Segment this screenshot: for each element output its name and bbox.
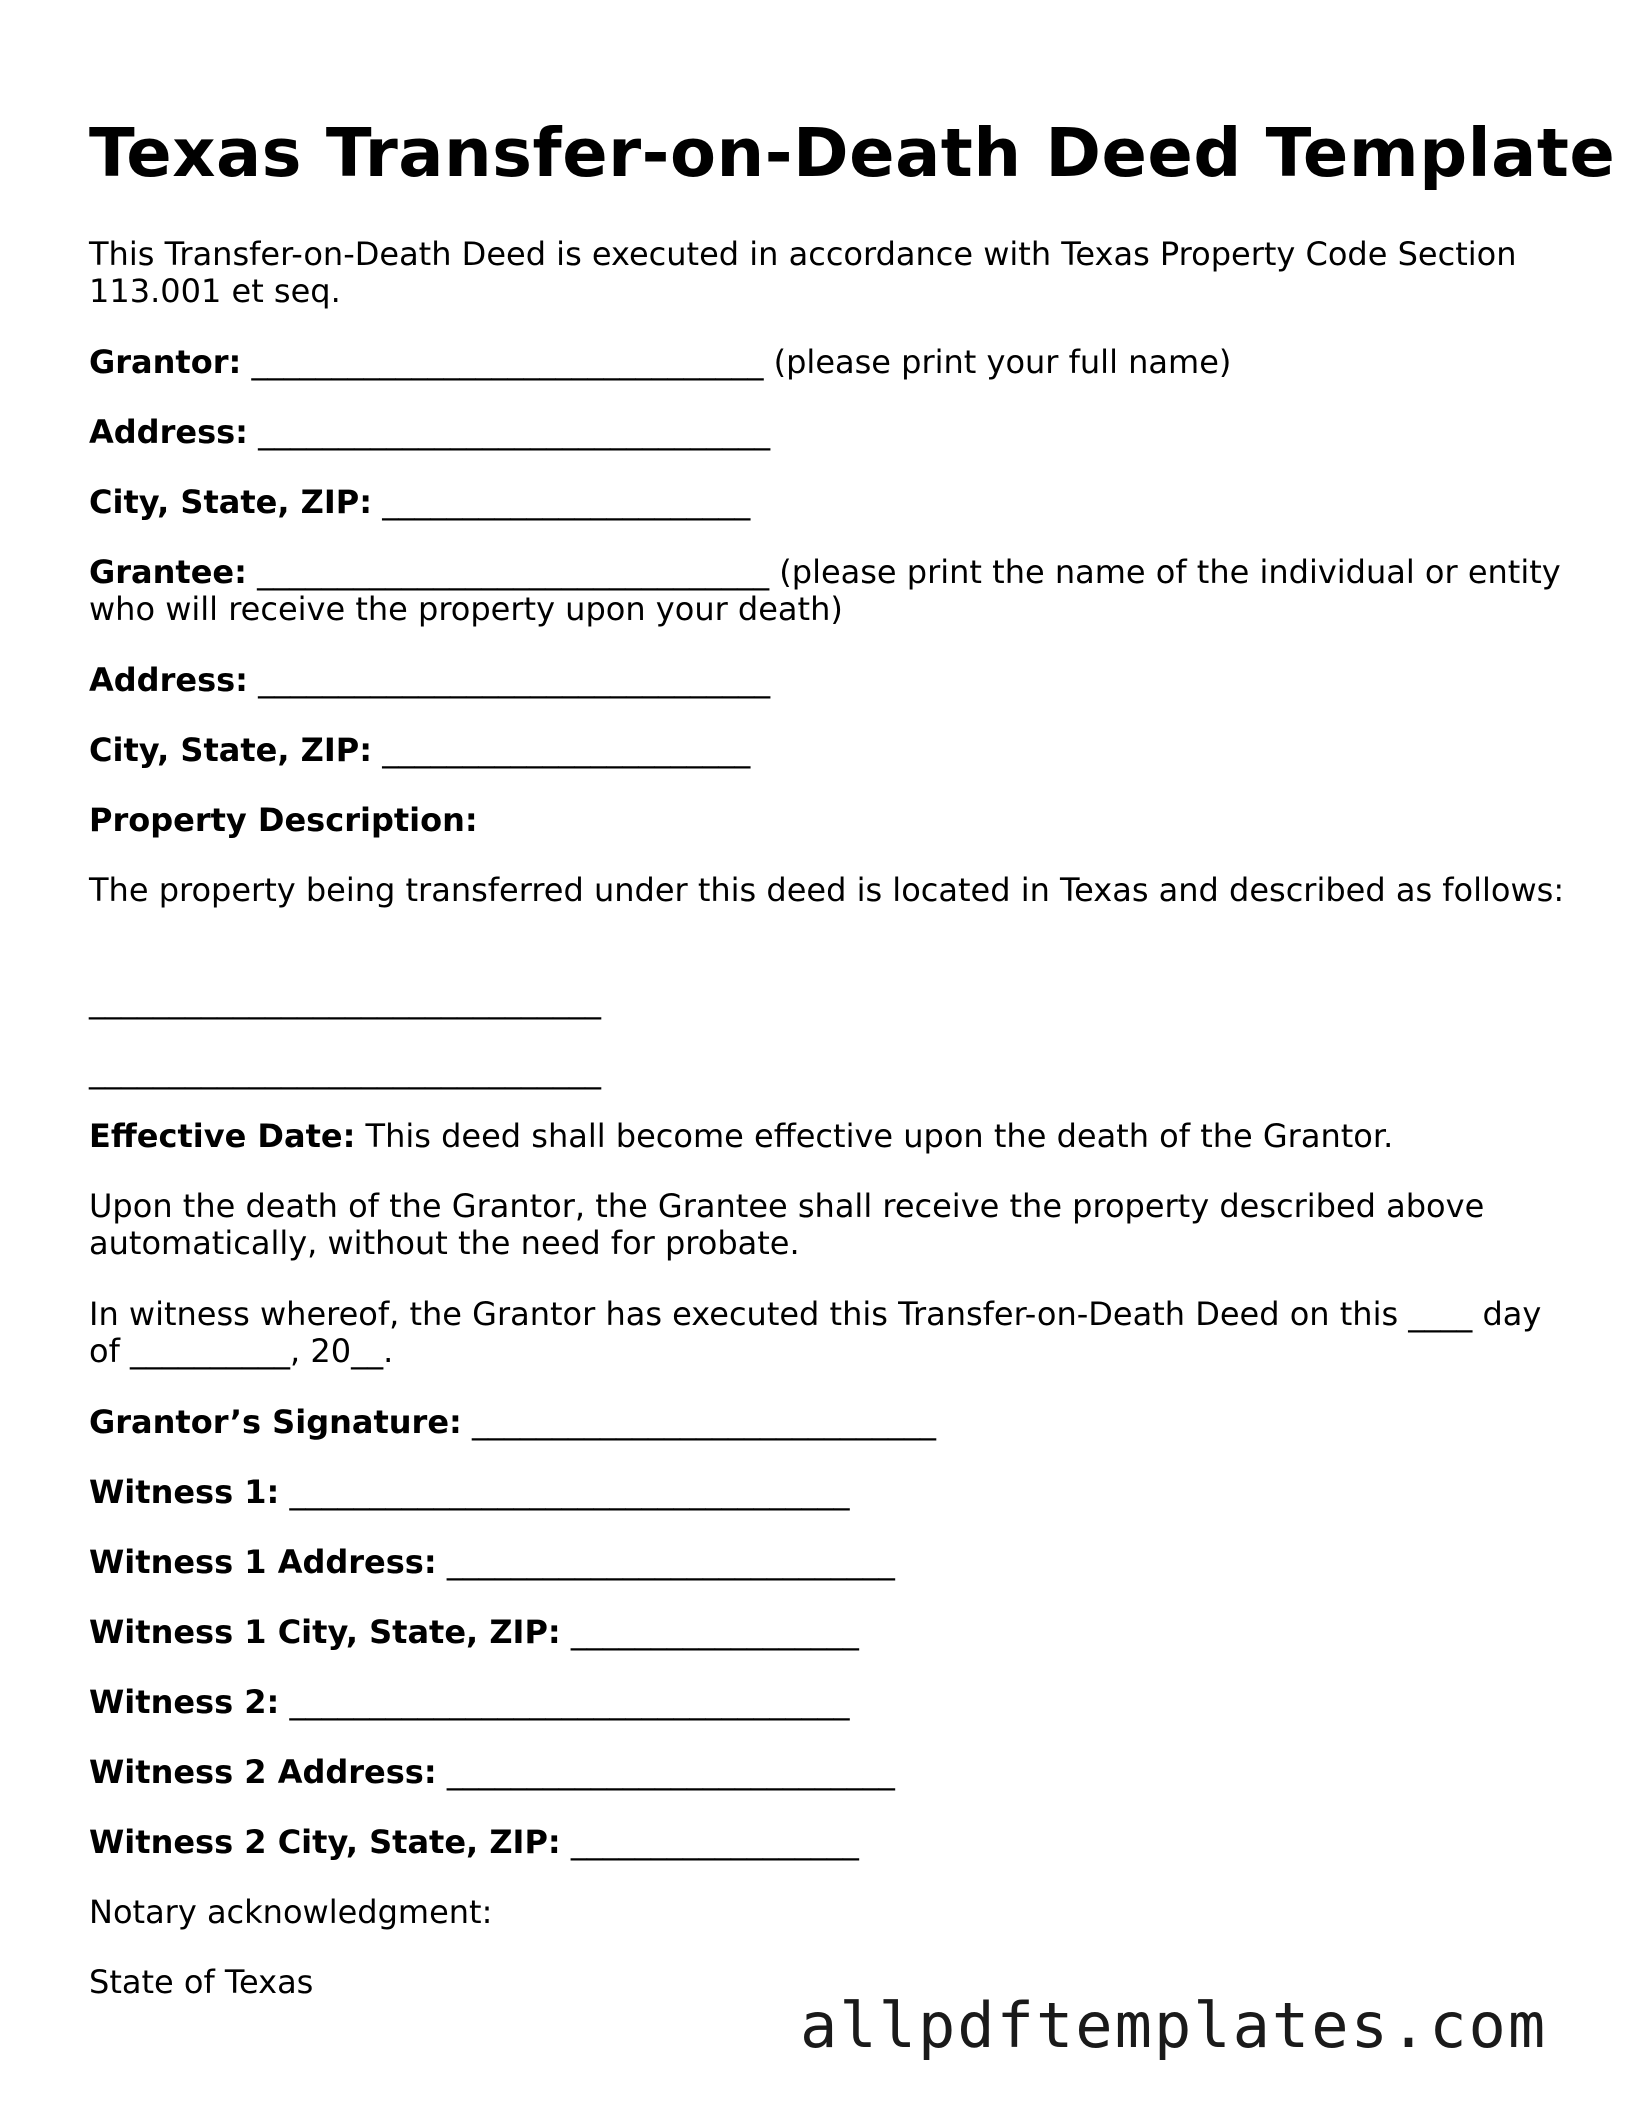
property-blank-1[interactable]: ________________________________ [89, 982, 601, 1020]
grantor-city-label: City, State, ZIP: [89, 483, 373, 521]
grantee-field [89, 554, 1569, 628]
grantor-city-field [89, 484, 1569, 521]
grantee-address-label: Address: [89, 661, 248, 699]
witness-clause: In witness whereof, the Grantor has executed this Transfer-on-Death Deed on this ____ day of __________, 20__. [89, 1295, 1542, 1370]
grantor-signature-label: Grantor’s Signature: [89, 1403, 462, 1441]
witness1-city-label: Witness 1 City, State, ZIP: [89, 1613, 561, 1651]
witness2-address-field [89, 1754, 1569, 1791]
grantee-label: Grantee: [89, 553, 247, 591]
document-title: Texas Transfer-on-Death Deed Template [89, 114, 1616, 192]
intro-paragraph: This Transfer-on-Death Deed is executed in accordance with Texas Property Code Section 113.001 et seq. [89, 235, 1517, 310]
witness1-address-field [89, 1544, 1569, 1581]
grantor-address-label: Address: [89, 413, 248, 451]
witness2-address-blank[interactable]: ____________________________ [436, 1753, 895, 1791]
grantee-city-label: City, State, ZIP: [89, 731, 373, 769]
witness2-city-label: Witness 2 City, State, ZIP: [89, 1823, 561, 1861]
state-line: State of Texas [89, 1963, 314, 2001]
witness1-address-blank[interactable]: ____________________________ [436, 1543, 895, 1581]
witness1-field [89, 1474, 1569, 1511]
grantor-field [89, 344, 1569, 381]
grantee-city-blank[interactable]: _______________________ [372, 731, 751, 769]
grantor-note: (please print your full name) [763, 343, 1232, 381]
witness2-field [89, 1684, 1569, 1721]
grantee-blank[interactable]: ________________________________ [246, 553, 770, 591]
grantee-address-blank[interactable]: ________________________________ [247, 661, 771, 699]
witness2-blank[interactable]: ___________________________________ [279, 1683, 850, 1721]
grantor-address-field [89, 414, 1569, 451]
witness1-label: Witness 1: [89, 1473, 280, 1511]
grantee-note: (please print the name of the individual or entity who will receive the property upon your death) [89, 553, 1561, 628]
property-blank-2[interactable]: ________________________________ [89, 1052, 601, 1090]
notary-heading: Notary acknowledgment: [89, 1893, 493, 1931]
property-heading [89, 802, 1569, 839]
witness2-label: Witness 2: [89, 1683, 280, 1721]
witness2-city-blank[interactable]: __________________ [560, 1823, 859, 1861]
grantor-label: Grantor: [89, 343, 242, 381]
property-heading-text: Property Description: [89, 801, 478, 839]
witness2-city-field [89, 1824, 1569, 1861]
grantee-city-field [89, 732, 1569, 769]
grantor-signature-blank[interactable]: _____________________________ [461, 1403, 936, 1441]
grantor-address-blank[interactable]: ________________________________ [247, 413, 771, 451]
effective-date-text: This deed shall become effective upon the death of the Grantor. [355, 1117, 1394, 1155]
witness1-city-blank[interactable]: __________________ [560, 1613, 859, 1651]
witness2-address-label: Witness 2 Address: [89, 1753, 437, 1791]
witness1-city-field [89, 1614, 1569, 1651]
grantee-address-field [89, 662, 1569, 699]
witness1-blank[interactable]: ___________________________________ [279, 1473, 850, 1511]
probate-paragraph: Upon the death of the Grantor, the Grantee shall receive the property described above automatically, without the need for probate. [89, 1187, 1485, 1262]
witness1-address-label: Witness 1 Address: [89, 1543, 437, 1581]
effective-date-label: Effective Date: [89, 1117, 356, 1155]
grantor-blank[interactable]: ________________________________ [241, 343, 764, 381]
grantor-signature-field [89, 1404, 1569, 1441]
effective-date-line [89, 1118, 1569, 1155]
grantor-city-blank[interactable]: _______________________ [372, 483, 751, 521]
watermark: allpdftemplates.com [800, 1989, 1548, 2062]
property-text: The property being transferred under this deed is located in Texas and described as follows: [89, 871, 1565, 909]
